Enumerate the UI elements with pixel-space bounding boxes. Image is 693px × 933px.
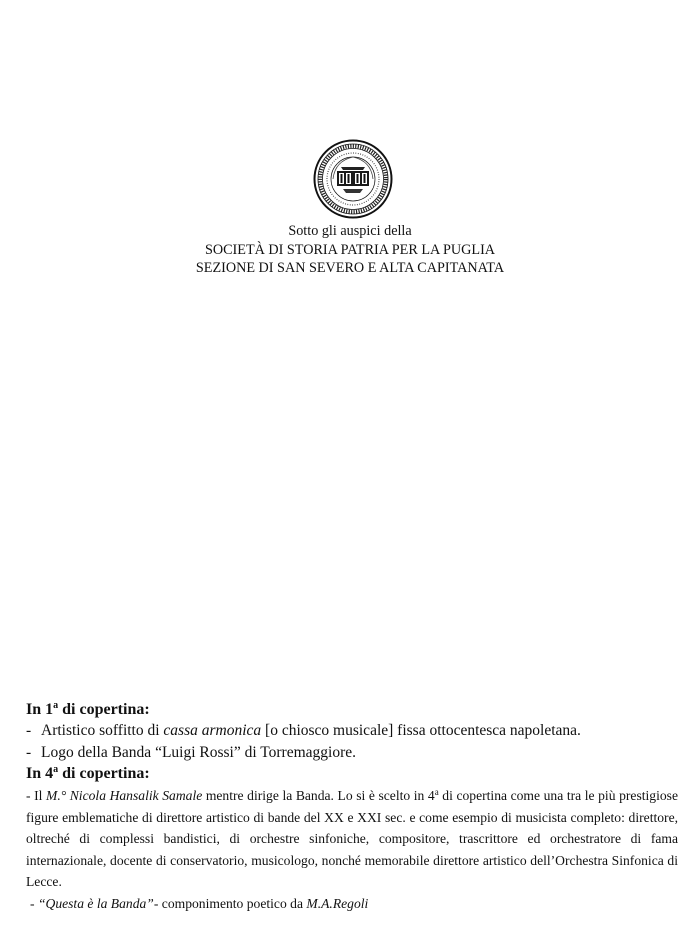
seal-emblem-icon	[313, 139, 393, 219]
front-cover-item: - Logo della Banda “Luigi Rossi” di Torremaggiore.	[26, 744, 357, 761]
poem-credit: - “Questa è la Banda”- componimento poetico da M.A.Regoli	[30, 895, 369, 911]
society-name: SOCIETÀ DI STORIA PATRIA PER LA PUGLIA	[204, 241, 496, 258]
front-cover-heading: In 1$^a$ di copertina:	[26, 700, 150, 718]
back-cover-description: - Il M.° Nicola Hansalik Samale mentre dirige la Banda. Lo si è scelto in 4$^a$ di copertina come una tra le più prestigiose figure emblematiche di direttore artistico di bande del XX e XXI sec. e come esempio di musicista completo: direttore, oltreché di complessi bandistici, di orchestre sinfoniche, compositore, trascrittore ed orchestratore di fama internazionale, docente di conservatorio, musicologo, nonché memorabile direttore artistico dell’Orchestra Sinfonica di Lecce.	[26, 787, 678, 889]
society-section: SEZIONE DI SAN SEVERO E ALTA CAPITANATA	[195, 260, 505, 276]
back-cover-heading: In 4$^a$ di copertina:	[26, 764, 150, 782]
auspices-intro: Sotto gli auspici della	[288, 223, 412, 239]
cover-notes	[26, 700, 678, 914]
front-cover-item: - Artistico soffitto di cassa armonica [o chiosco musicale] fissa ottocentesca napoletana.	[26, 722, 581, 739]
auspices-block	[100, 222, 600, 278]
